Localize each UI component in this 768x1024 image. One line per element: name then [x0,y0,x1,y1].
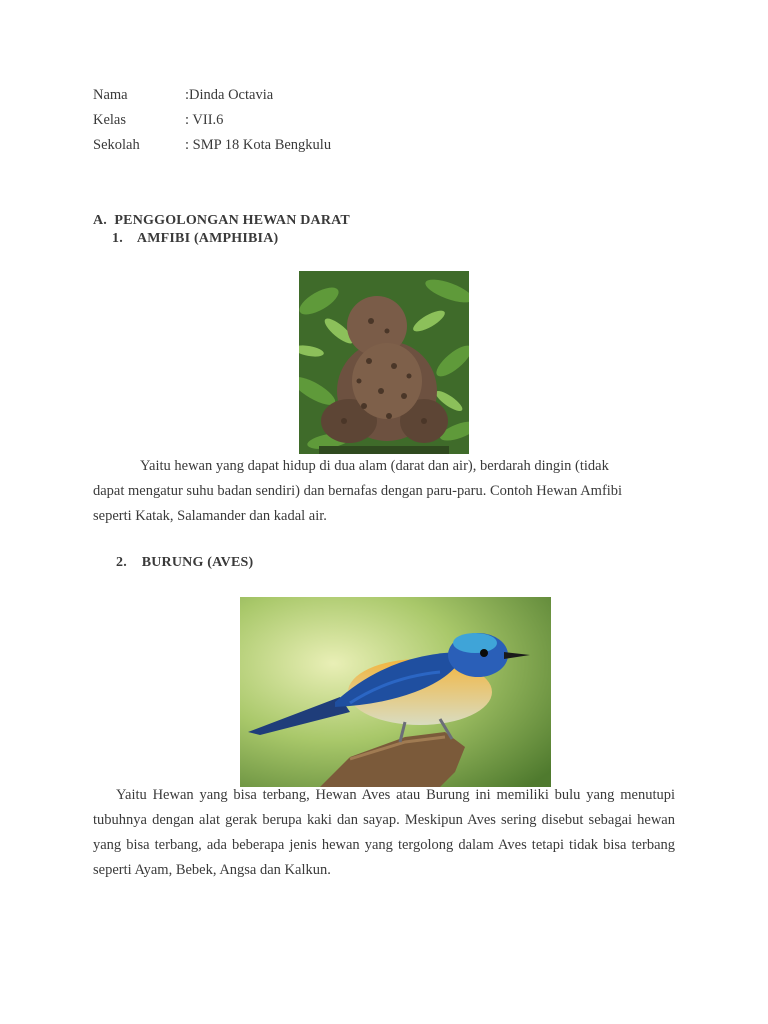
amphibi-heading: 1. AMFIBI (AMPHIBIA) [112,231,279,246]
name-value: :Dinda Octavia [185,87,274,103]
amphibi-line-3: seperti Katak, Salamander dan kadal air. [93,508,327,524]
school-value: : SMP 18 Kota Bengkulu [185,137,332,153]
toad-illustration [299,271,469,454]
section-title: A. PENGGOLONGAN HEWAN DARAT [93,213,350,228]
aves-heading: 2. BURUNG (AVES) [116,555,254,570]
bird-illustration [240,597,551,787]
toad-photo [299,271,469,454]
class-label: Kelas [93,112,127,128]
name-label: Nama [93,87,128,103]
amphibi-line-2: dapat mengatur suhu badan sendiri) dan bernafas dengan paru-paru. Contoh Hewan Amfibi [93,483,623,499]
aves-paragraph: Yaitu Hewan yang bisa terbang, Hewan Aves atau Burung ini memiliki bulu yang menutupi tubuhnya dengan alat gerak berupa kaki dan sayap. Meskipun Aves sering disebut sebagai hewan yang bisa terbang, ada beberapa jenis hewan yang tergolong dalam Aves tetapi tidak bisa terbang seperti Ayam, Bebek, Angsa dan Kalkun. [93,787,675,878]
bird-photo [240,597,551,787]
amphibi-line-1: Yaitu hewan yang dapat hidup di dua alam (darat dan air), berdarah dingin (tidak [140,458,609,474]
class-value: : VII.6 [185,112,224,128]
school-label: Sekolah [93,137,140,153]
